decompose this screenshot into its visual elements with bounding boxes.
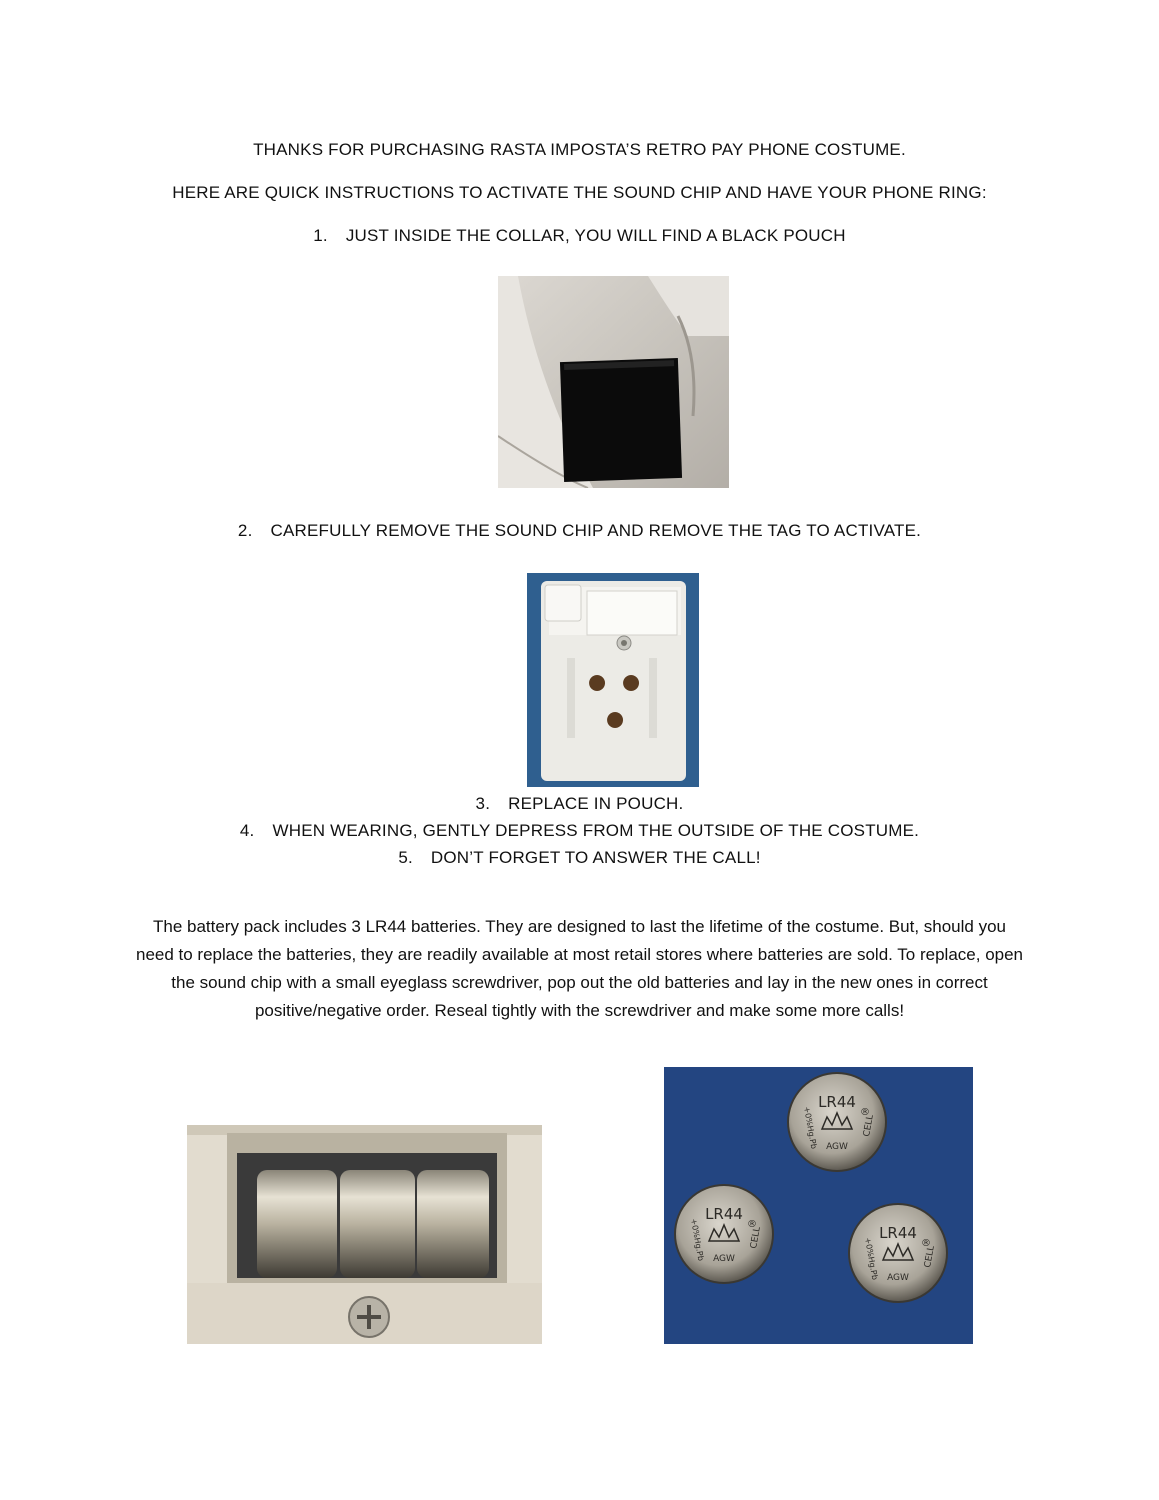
svg-text:+0%Hg.Pb: +0%Hg.Pb <box>863 1236 880 1281</box>
battery-coin-right <box>849 1204 947 1302</box>
step-number: 1. <box>313 226 328 245</box>
step-5 <box>0 848 1159 868</box>
battery-compartment-photo <box>187 1125 542 1344</box>
step-number: 2. <box>237 521 253 540</box>
svg-text:CELL: CELL <box>923 1245 937 1269</box>
step-text: DON’T FORGET TO ANSWER THE CALL! <box>430 848 761 867</box>
step-1 <box>0 226 1159 246</box>
svg-text:®: ® <box>921 1238 931 1249</box>
svg-text:LR44: LR44 <box>818 1093 856 1111</box>
svg-text:LR44: LR44 <box>705 1205 743 1223</box>
step-text: JUST INSIDE THE COLLAR, YOU WILL FIND A BLACK POUCH <box>345 226 846 245</box>
svg-text:+0%Hg.Pb: +0%Hg.Pb <box>689 1217 706 1262</box>
svg-text:CELL: CELL <box>862 1114 876 1138</box>
sound-chip-photo <box>527 573 699 787</box>
intro-heading: HERE ARE QUICK INSTRUCTIONS TO ACTIVATE THE SOUND CHIP AND HAVE YOUR PHONE RING: <box>172 183 987 202</box>
step-4 <box>0 821 1159 841</box>
battery-coin-left <box>675 1185 773 1283</box>
battery-instructions: The battery pack includes 3 LR44 batteries. They are designed to last the lifetime of the costume. But, should you need to replace the batteries, they are readily available at most retail stores where batteries are sold. To replace, open the sound chip with a small eyeglass screwdriver, pop out the old batteries and lay in the new ones in correct positive/negative order. Reseal tightly with the screwdriver and make some more calls! <box>135 917 1024 1020</box>
lr44-batteries-photo <box>664 1067 973 1344</box>
step-3 <box>0 794 1159 814</box>
step-number: 4. <box>239 821 255 840</box>
svg-text:AGW: AGW <box>887 1273 909 1283</box>
step-number: 5. <box>398 848 413 867</box>
step-number: 3. <box>475 794 491 813</box>
svg-text:CELL: CELL <box>749 1226 763 1250</box>
step-text: REPLACE IN POUCH. <box>508 794 684 813</box>
svg-text:®: ® <box>747 1219 757 1230</box>
svg-text:LR44: LR44 <box>879 1224 917 1242</box>
svg-text:AGW: AGW <box>713 1254 735 1264</box>
svg-text:AGW: AGW <box>826 1142 848 1152</box>
step-text: CAREFULLY REMOVE THE SOUND CHIP AND REMOVE THE TAG TO ACTIVATE. <box>270 521 922 540</box>
battery-coin-top <box>788 1073 886 1171</box>
svg-text:+0%Hg.Pb: +0%Hg.Pb <box>802 1105 819 1150</box>
thanks-heading: THANKS FOR PURCHASING RASTA IMPOSTA’S RETRO PAY PHONE COSTUME. <box>253 140 906 159</box>
pouch-photo <box>498 276 729 488</box>
step-text: WHEN WEARING, GENTLY DEPRESS FROM THE OUTSIDE OF THE COSTUME. <box>272 821 920 840</box>
svg-text:®: ® <box>860 1107 870 1118</box>
step-2 <box>0 521 1159 541</box>
